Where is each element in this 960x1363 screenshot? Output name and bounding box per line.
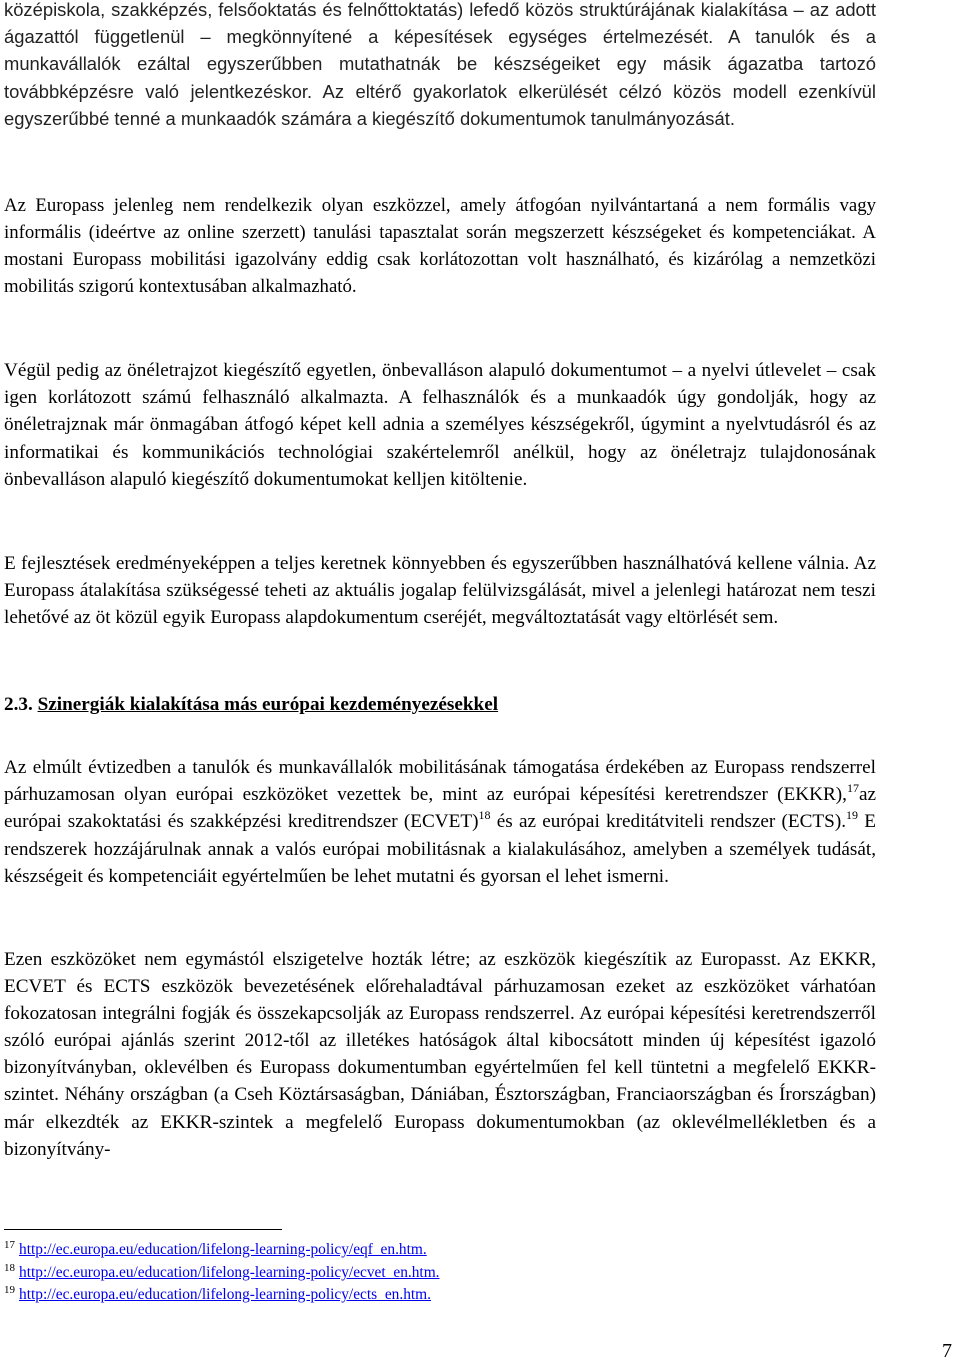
footnote-18	[4, 1261, 440, 1282]
footnote-link-eqf[interactable]: http://ec.europa.eu/education/lifelong-learning-policy/eqf_en.htm.	[19, 1241, 427, 1258]
paragraph-legal-basis-review: E fejlesztések eredményeképpen a teljes keretnek könnyebben és egyszerűbben használhatóvá kellene válnia. Az Europass átalakítása szükségessé teheti az aktuális jogalap felülvizsgálását, mivel a jelenlegi határozat nem teszi lehetővé az öt közül egyik Europass alapdokumentum cseréjét, megváltoztatását vagy eltörlését sem.	[4, 553, 876, 629]
paragraph-text: E rendszerek hozzájárulnak annak a valós európai mobilitásnak a kialakulásához, amelyben a személyek tudását, készségeit és kompetenciáit egyértelműen be lehet mutatni és gyorsan el lehet ismerni.	[4, 811, 876, 887]
footnote-link-ecvet[interactable]: http://ec.europa.eu/education/lifelong-learning-policy/ecvet_en.htm.	[19, 1264, 440, 1281]
paragraph-europass-informal-learning: Az Europass jelenleg nem rendelkezik olyan eszközzel, amely átfogóan nyilvántartaná a nem formális vagy informális (ideértve az online szerzett) tanulási tapasztalat során megszerzett készségeket és kompetenciákat. A mostani Europass mobilitási igazolvány eddig csak korlátozottan volt használható, és kizárólag a nemzetközi mobilitás szigorú kontextusában alkalmazható.	[4, 195, 876, 297]
paragraph-text: az európai szakoktatási és szakképzési kreditrendszer (ECVET)	[4, 784, 876, 833]
footnote-ref-17[interactable]: 17	[846, 780, 859, 795]
footnote-mark: 19	[4, 1283, 15, 1296]
footnote-mark: 17	[4, 1238, 15, 1251]
paragraph-text: és az európai kreditátviteli rendszer (ECTS).	[490, 811, 847, 833]
paragraph-european-tools	[4, 754, 876, 890]
footnote-ref-18[interactable]: 18	[478, 808, 491, 823]
section-heading	[4, 691, 498, 719]
footnote-separator	[4, 1229, 282, 1230]
section-number: 2.3.	[4, 694, 33, 715]
paragraph-tool-integration: Ezen eszközöket nem egymástól elszigetelve hozták létre; az eszközök kiegészítik az Europasst. Az EKKR, ECVET és ECTS eszközök bevezetésének előrehaladtával párhuzamosan ezeket az eszközöket várhatóan fokozatosan integrálni fogják és összekapcsolják az Europass rendszerrel. Az európai képesítési keretrendszerről szóló európai ajánlás szerint 2012-től az illetékes hatóságok által kibocsátott minden új képesítést igazoló bizonyítványban, oklevélben és Europass dokumentumban egyértelműen fel kell tüntetni a megfelelő EKKR-szintet. Néhány országban (a Cseh Köztársaságban, Dániában, Észtországban, Franciaországban és Írországban) már elkezdték az EKKR-szintek a megfelelő Europass dokumentumokban (az oklevélmellékletben és a bizonyítvány-	[4, 949, 876, 1160]
section-title: Szinergiák kialakítása más európai kezdeményezésekkel	[37, 694, 499, 715]
paragraph-text: Az elmúlt évtizedben a tanulók és munkavállalók mobilitásának támogatása érdekében az Europass rendszerrel párhuzamosan olyan európai eszközöket vezettek be, mint az európai képesítési keretrendszer (EKKR),	[4, 757, 876, 806]
paragraph-qualifications-structure: középiskola, szakképzés, felsőoktatás és felnőttoktatás) lefedő közös struktúrájának kialakítása – az adott ágazattól függetlenül – megkönnyítené a képesítések egységes értelmezését. A tanulók és a munkavállalók ezáltal egyszerűbben mutathatnák be készségeiket egy másik ágazatba tartozó továbbképzésre való jelentkezéskor. Az eltérő gyakorlatok elkerülését célzó közös modell ezenkívül egyszerűbbé tenné a munkaadók számára a kiegészítő dokumentumok tanulmányozását.	[4, 0, 876, 129]
page-number: 7	[942, 1340, 952, 1362]
paragraph-language-passport: Végül pedig az önéletrajzot kiegészítő egyetlen, önbevalláson alapuló dokumentumot – a nyelvi útlevelet – csak igen korlátozott számú felhasználó alkalmazta. A felhasználók és a munkaadók úgy gondolják, hogy az önéletrajznak már önmagában átfogó képet kell adnia a személyes készségekről, úgymint a nyelvtudásról és az informatikai és kommunikációs technológiai szakértelemről anélkül, hogy az önéletrajz tulajdonosának önbevalláson alapuló kiegészítő dokumentumokat kelljen kitöltenie.	[4, 360, 876, 490]
footnote-ref-19[interactable]: 19	[846, 808, 859, 823]
footnote-mark: 18	[4, 1261, 15, 1274]
footnote-link-ects[interactable]: http://ec.europa.eu/education/lifelong-learning-policy/ects_en.htm.	[19, 1286, 431, 1303]
footnote-19	[4, 1283, 431, 1304]
footnote-17	[4, 1238, 427, 1259]
